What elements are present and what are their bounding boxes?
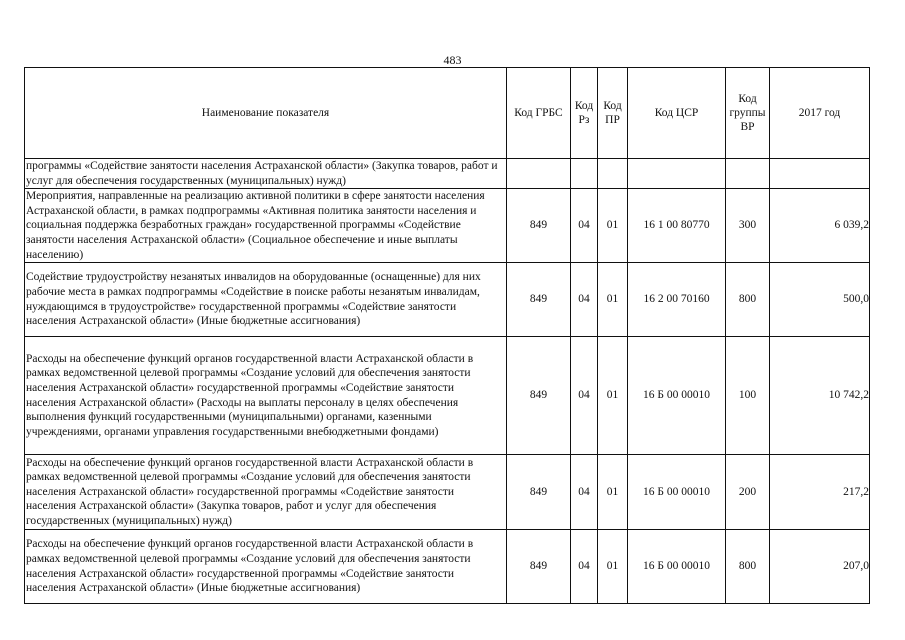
row-name: Мероприятия, направленные на реализацию активной политики в сфере занятости населения Астраханской области, в рамках подпрограммы «Активная политика занятости населения и социальная поддержка безработных граждан» государственной программы «Содействие занятости населения Астраханской области» (Социальное обеспечение и иные выплаты населению) xyxy=(25,189,507,263)
row-pr xyxy=(598,159,628,189)
header-vr: Код группы ВР xyxy=(726,68,770,159)
table-row xyxy=(25,530,870,604)
header-pr: Код ПР xyxy=(598,68,628,159)
row-rz: 04 xyxy=(571,189,598,263)
row-csr: 16 Б 00 00010 xyxy=(628,337,726,455)
row-pr: 01 xyxy=(598,337,628,455)
table-row xyxy=(25,263,870,337)
row-vr: 800 xyxy=(726,530,770,604)
table-header-row xyxy=(25,68,870,159)
row-vr: 100 xyxy=(726,337,770,455)
row-pr: 01 xyxy=(598,530,628,604)
header-year: 2017 год xyxy=(770,68,870,159)
row-grbs: 849 xyxy=(507,530,571,604)
row-amount: 10 742,2 xyxy=(770,337,870,455)
row-grbs xyxy=(507,159,571,189)
row-amount: 207,0 xyxy=(770,530,870,604)
row-grbs: 849 xyxy=(507,263,571,337)
row-grbs: 849 xyxy=(507,189,571,263)
row-csr: 16 2 00 70160 xyxy=(628,263,726,337)
row-amount xyxy=(770,159,870,189)
row-vr: 300 xyxy=(726,189,770,263)
row-amount: 6 039,2 xyxy=(770,189,870,263)
row-vr: 800 xyxy=(726,263,770,337)
row-vr xyxy=(726,159,770,189)
page-number: 483 xyxy=(443,53,462,67)
row-name: Расходы на обеспечение функций органов государственной власти Астраханской области в рамках ведомственной целевой программы «Создание условий для обеспечения занятости населения Астраханской области» государственной программы «Содействие занятости населения Астраханской области» (Расходы на выплаты персоналу в целях обеспечения выполнения функций государственными (муниципальными) органами, казенными учреждениями, органами управления государственными внебюджетными фондами) xyxy=(25,337,507,455)
budget-table xyxy=(24,67,870,604)
header-grbs: Код ГРБС xyxy=(507,68,571,159)
header-rz: Код Рз xyxy=(571,68,598,159)
row-pr: 01 xyxy=(598,455,628,530)
table-row xyxy=(25,159,870,189)
row-amount: 500,0 xyxy=(770,263,870,337)
row-grbs: 849 xyxy=(507,455,571,530)
row-rz xyxy=(571,159,598,189)
row-name: Содействие трудоустройству незанятых инвалидов на оборудованные (оснащенные) для них рабочие места в рамках подпрограммы «Содействие в поиске работы незанятым инвалидам, нуждающимся в трудоустройстве» государственной программы «Содействие занятости населения Астраханской области» (Иные бюджетные ассигнования) xyxy=(25,263,507,337)
row-amount: 217,2 xyxy=(770,455,870,530)
header-name: Наименование показателя xyxy=(25,68,507,159)
table-row xyxy=(25,337,870,455)
header-csr: Код ЦСР xyxy=(628,68,726,159)
row-vr: 200 xyxy=(726,455,770,530)
table-row xyxy=(25,189,870,263)
row-pr: 01 xyxy=(598,263,628,337)
row-name: Расходы на обеспечение функций органов государственной власти Астраханской области в рамках ведомственной целевой программы «Создание условий для обеспечения занятости населения Астраханской области» государственной программы «Содействие занятости населения Астраханской области» (Иные бюджетные ассигнования) xyxy=(25,530,507,604)
row-grbs: 849 xyxy=(507,337,571,455)
row-rz: 04 xyxy=(571,530,598,604)
row-pr: 01 xyxy=(598,189,628,263)
row-csr: 16 Б 00 00010 xyxy=(628,455,726,530)
row-csr: 16 1 00 80770 xyxy=(628,189,726,263)
row-name: программы «Содействие занятости населения Астраханской области» (Закупка товаров, работ и услуг для обеспечения государственных (муниципальных) нужд) xyxy=(25,159,507,189)
row-name: Расходы на обеспечение функций органов государственной власти Астраханской области в рамках ведомственной целевой программы «Создание условий для обеспечения занятости населения Астраханской области» государственной программы «Содействие занятости населения Астраханской области» (Закупка товаров, работ и услуг для обеспечения государственных (муниципальных) нужд) xyxy=(25,455,507,530)
table-row xyxy=(25,455,870,530)
row-csr: 16 Б 00 00010 xyxy=(628,530,726,604)
row-csr xyxy=(628,159,726,189)
row-rz: 04 xyxy=(571,337,598,455)
row-rz: 04 xyxy=(571,455,598,530)
row-rz: 04 xyxy=(571,263,598,337)
